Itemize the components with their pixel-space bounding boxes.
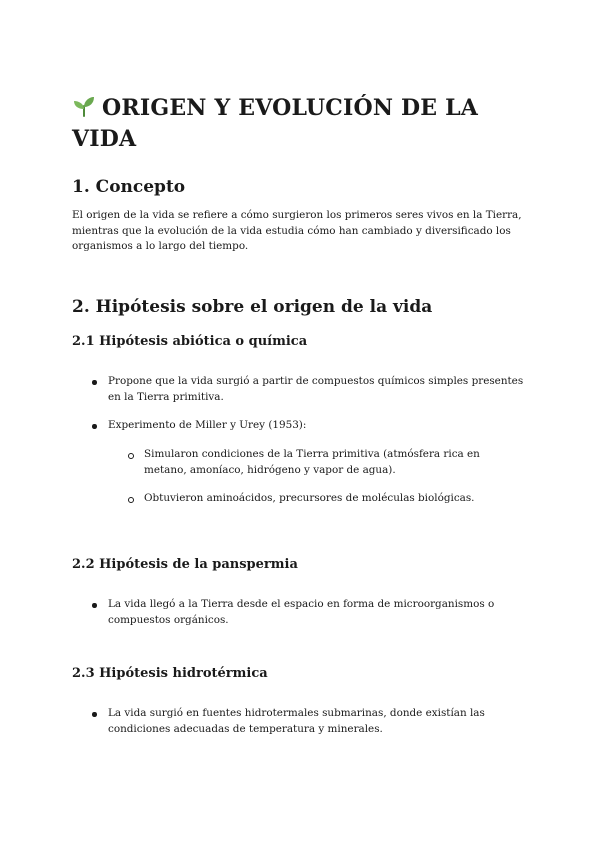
seedling-icon [72, 94, 96, 118]
section-heading-concepto: 1. Concepto [72, 177, 186, 197]
subsection-heading-panspermia: 2.2 Hipótesis de la panspermia [72, 557, 298, 572]
list-item-text: La vida surgió en fuentes hidrotermales submarinas, donde existían las condiciones adecuadas de temperatura y minerales. [108, 707, 485, 735]
subsection-heading-abiotica: 2.1 Hipótesis abiótica o química [72, 334, 308, 349]
sub-list-item-text: Obtuvieron aminoácidos, precursores de moléculas biológicas. [144, 492, 475, 504]
sub-list-item [72, 491, 528, 507]
list-item [72, 418, 528, 434]
list-item-text: Propone que la vida surgió a partir de compuestos químicos simples presentes en la Tierra primitiva. [108, 375, 524, 403]
list-item [72, 374, 528, 406]
concepto-paragraph: El origen de la vida se refiere a cómo surgieron los primeros seres vivos en la Tierra, mientras que la evolución de la vida estudia cómo han cambiado y diversificado los organismos a lo largo del tiempo. [72, 209, 522, 252]
bullet-icon [92, 712, 97, 717]
circle-bullet-icon [128, 497, 134, 503]
sub-list-item [72, 447, 528, 479]
page-title [72, 93, 528, 155]
section-heading-hipotesis: 2. Hipótesis sobre el origen de la vida [72, 297, 433, 317]
bullet-icon [92, 424, 97, 429]
circle-bullet-icon [128, 453, 134, 459]
list-item [72, 706, 528, 738]
bullet-icon [92, 603, 97, 608]
page-title-text: ORIGEN Y EVOLUCIÓN DE LA VIDA [72, 95, 479, 152]
sub-list-item-text: Simularon condiciones de la Tierra primitiva (atmósfera rica en metano, amoníaco, hidrógeno y vapor de agua). [144, 448, 480, 476]
list-item-text: La vida llegó a la Tierra desde el espacio en forma de microorganismos o compuestos orgánicos. [108, 598, 495, 626]
list-item [72, 597, 528, 629]
bullet-icon [92, 380, 97, 385]
list-item-text: Experimento de Miller y Urey (1953): [108, 419, 307, 431]
subsection-heading-hidrotermica: 2.3 Hipótesis hidrotérmica [72, 666, 268, 681]
